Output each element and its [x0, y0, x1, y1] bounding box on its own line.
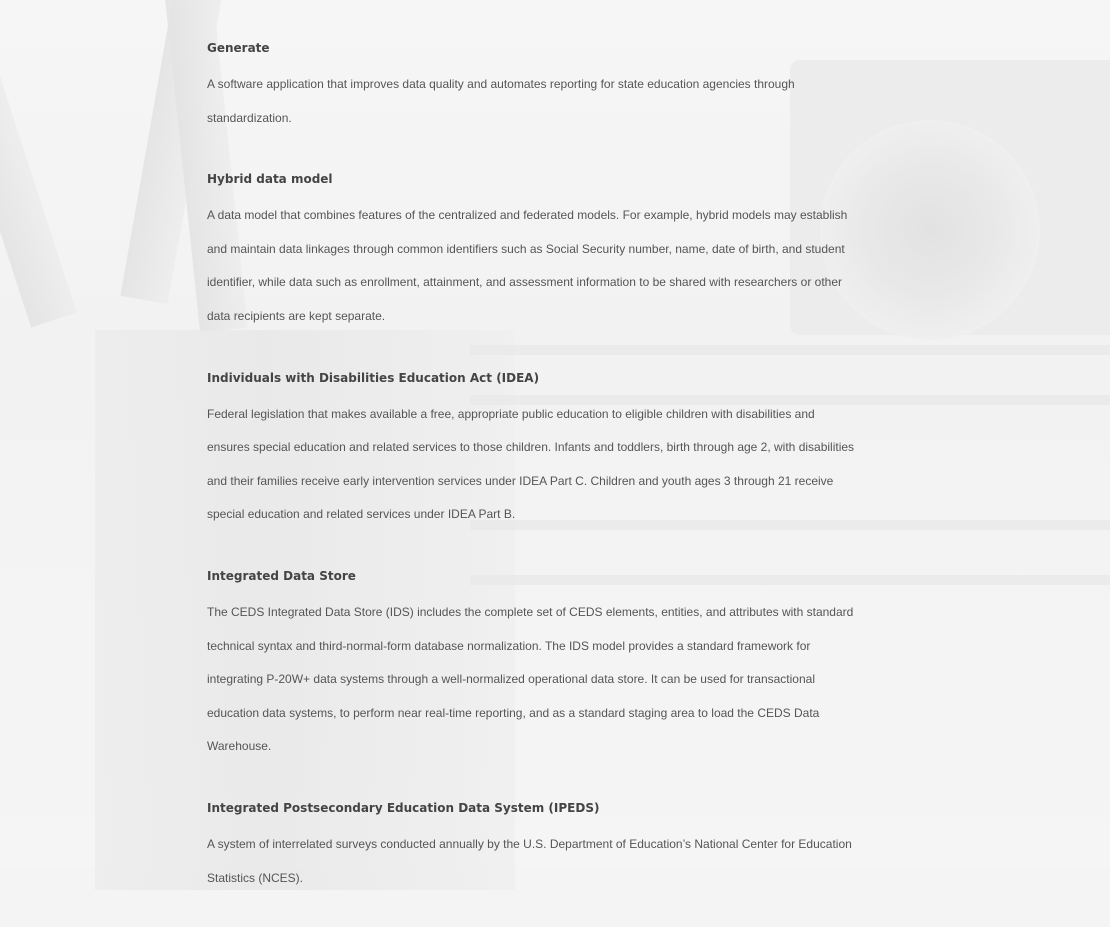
glossary-entry: [207, 564, 857, 764]
glossary-definition: A software application that improves data quality and automates reporting for state education agencies through standardization.: [207, 77, 795, 125]
glossary-term: Integrated Data Store: [207, 568, 356, 583]
glossary-entry: [207, 36, 857, 135]
glossary-definition: The CEDS Integrated Data Store (IDS) includes the complete set of CEDS elements, entities, and attributes with standard technical syntax and third-normal-form database normalization. The IDS model provides a standard framework for integrating P-20W+ data systems through a well-normalized operational data store. It can be used for transactional education data systems, to perform near real-time reporting, and as a standard staging area to load the CEDS Data Warehouse.: [207, 604, 854, 754]
glossary-list: [207, 36, 857, 927]
background-pencil: [0, 0, 77, 327]
glossary-term: Hybrid data model: [207, 172, 333, 187]
glossary-term: Generate: [207, 41, 270, 55]
glossary-definition: A data model that combines features of the centralized and federated models. For example, hybrid models may establish and maintain data linkages through common identifiers such as Social Security number, name, date of birth, and student identifier, while data such as enrollment, attainment, and assessment information to be shared with researchers or other data recipients are kept separate.: [207, 208, 848, 323]
glossary-term: Individuals with Disabilities Education Act (IDEA): [207, 370, 540, 385]
glossary-entry: [207, 167, 857, 333]
glossary-definition: A system of interrelated surveys conducted annually by the U.S. Department of Education’s National Center for Education Statistics (NCES).: [207, 836, 852, 885]
glossary-term: Integrated Postsecondary Education Data System (IPEDS): [207, 800, 600, 815]
glossary-entry: [207, 366, 857, 532]
glossary-entry: [207, 796, 857, 895]
glossary-definition: Federal legislation that makes available a free, appropriate public education to eligible children with disabilities and ensures special education and related services to those children. Infants and toddlers, birth through age 2, with disabilities and their families receive early intervention services under IDEA Part C. Children and youth ages 3 through 21 receive special education and related services under IDEA Part B.: [207, 406, 855, 522]
